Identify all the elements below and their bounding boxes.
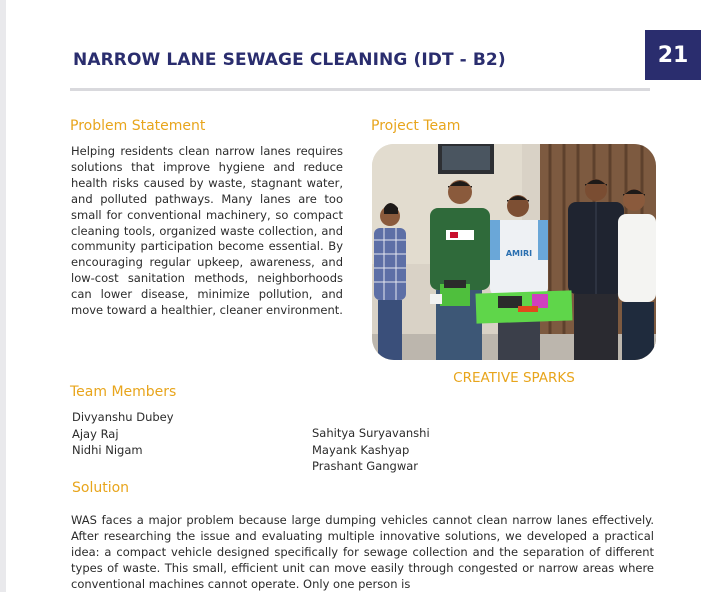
project-team-heading: Project Team — [371, 118, 461, 134]
team-name-caption: CREATIVE SPARKS — [453, 370, 575, 386]
page-number-badge: 21 — [645, 30, 701, 80]
member-name: Sahitya Suryavanshi — [312, 426, 430, 440]
member-name: Mayank Kashyap — [312, 443, 410, 457]
page-edge — [0, 0, 6, 592]
member-name: Prashant Gangwar — [312, 459, 419, 473]
team-photo — [372, 144, 656, 360]
member-name: Divyanshu Dubey — [72, 410, 174, 424]
solution-text: WAS faces a major problem because large dumping vehicles cannot clean narrow lanes effectively. After researching the issue and evaluating multiple innovative solutions, we developed a practical idea: a compact vehicle designed specifically for sewage collection and the separation of different types of waste. This small, efficient unit can move easily through congested or narrow areas where conventional machines cannot operate. Only one person is — [71, 513, 655, 591]
problem-statement-text: Helping residents clean narrow lanes requires solutions that improve hygiene and reduce health risks caused by waste, stagnant water, and polluted pathways. Many lanes are too small for conventional machinery, so compact cleaning tools, organized waste collection, and community participation become essential. By encouraging regular upkeep, awareness, and low-cost sanitation methods, neighborhoods can lower disease, minimize pollution, and move toward a healthier, cleaner environment. — [71, 144, 344, 318]
shirt-print: AMIRI — [505, 249, 533, 258]
team-members-heading: Team Members — [70, 384, 177, 400]
page-title: NARROW LANE SEWAGE CLEANING (IDT - B2) — [73, 50, 506, 70]
member-name: Nidhi Nigam — [72, 443, 143, 457]
solution-heading: Solution — [72, 480, 130, 496]
title-divider — [70, 88, 650, 91]
member-name: Ajay Raj — [72, 427, 119, 441]
problem-statement-heading: Problem Statement — [70, 118, 206, 134]
